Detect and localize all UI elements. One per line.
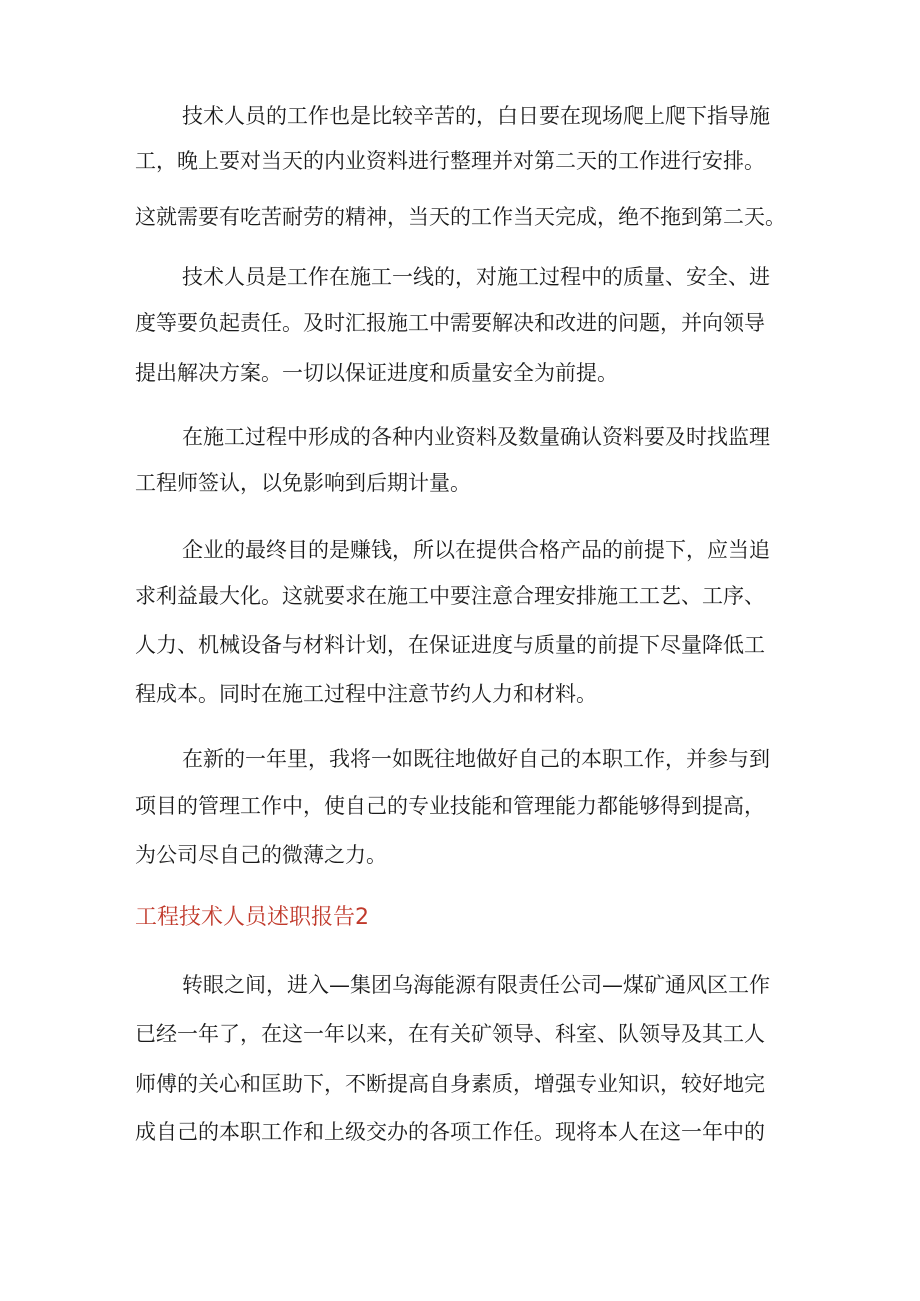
paragraph-1-line-1: 技术人员的工作也是比较辛苦的，白日要在现场爬上爬下指导施 [182,104,770,128]
paragraph-1-line-2: 工，晚上要对当天的内业资料进行整理并对第二天的工作进行安排。 [135,149,765,173]
paragraph-1-line-3: 这就需要有吃苦耐劳的精神，当天的工作当天完成，绝不拖到第二天。 [135,205,786,229]
section-paragraph-line-4: 成自己的本职工作和上级交办的各项工作任。现将本人在这一年中的 [135,1120,765,1144]
paragraph-2-line-3: 提出解决方案。一切以保证进度和质量安全为前提。 [135,361,618,385]
section-paragraph-line-1: 转眼之间，进入—集团乌海能源有限责任公司—煤矿通风区工作 [182,973,770,997]
section-heading: 工程技术人员述职报告2 [135,905,369,930]
paragraph-4-line-4: 程成本。同时在施工过程中注意节约人力和材料。 [135,682,597,706]
section-paragraph-line-3: 师傅的关心和匡助下，不断提高自身素质，增强专业知识，较好地完 [135,1072,765,1096]
paragraph-4-line-2: 求利益最大化。这就要求在施工中要注意合理安排施工工艺、工序、 [135,584,765,608]
paragraph-5-line-1: 在新的一年里，我将一如既往地做好自己的本职工作，并参与到 [182,747,770,771]
paragraph-3-line-1: 在施工过程中形成的各种内业资料及数量确认资料要及时找监理 [182,425,770,449]
paragraph-5-line-2: 项目的管理工作中，使自己的专业技能和管理能力都能够得到提高， [135,794,765,818]
paragraph-2-line-2: 度等要负起责任。及时汇报施工中需要解决和改进的问题，并向领导 [135,311,765,335]
paragraph-5-line-3: 为公司尽自己的微薄之力。 [135,843,387,867]
paragraph-4-line-3: 人力、机械设备与材料计划，在保证进度与质量的前提下尽量降低工 [135,633,765,657]
section-paragraph-line-2: 已经一年了，在这一年以来，在有关矿领导、科室、队领导及其工人 [135,1022,765,1046]
paragraph-2-line-1: 技术人员是工作在施工一线的，对施工过程中的质量、安全、进 [182,265,770,289]
paragraph-4-line-1: 企业的最终目的是赚钱，所以在提供合格产品的前提下，应当追 [182,538,770,562]
paragraph-3-line-2: 工程师签认，以免影响到后期计量。 [135,471,471,495]
